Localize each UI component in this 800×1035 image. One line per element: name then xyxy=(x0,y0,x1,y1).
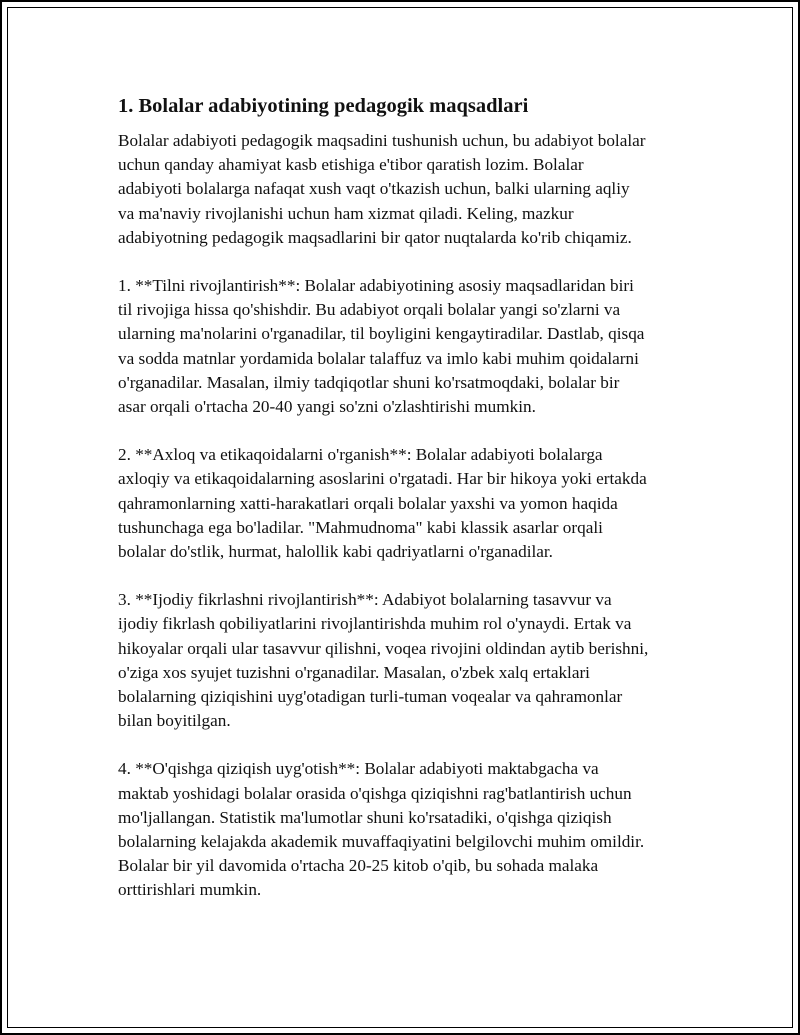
text-line: bilan boyitilgan. xyxy=(118,711,231,731)
text-line: axloqiy va etikaqoidalarning asoslarini o'rgatadi. Har bir hikoya yoki ertakda xyxy=(118,469,647,489)
text-line: qahramonlarning xatti-harakatlari orqali bolalar yaxshi va yomon haqida xyxy=(118,493,618,513)
text-line: til rivojiga hissa qo'shishdir. Bu adabiyot orqali bolalar yangi so'zlarni va xyxy=(118,300,621,320)
text-line: bolalar do'stlik, hurmat, halollik kabi qadriyatlarni o'rganadilar. xyxy=(118,542,553,562)
text-line: ularning ma'nolarini o'rganadilar, til boyligini kengaytiradilar. Dastlab, qisqa xyxy=(118,324,645,344)
text-line: va ma'naviy rivojlanishi uchun ham xizmat qiladi. Keling, mazkur xyxy=(118,203,574,223)
numbered-paragraph xyxy=(118,588,698,733)
intro-paragraph xyxy=(118,129,698,250)
text-line: hikoyalar orqali ular tasavvur qilishni, voqea rivojini oldindan aytib berishni, xyxy=(118,638,649,658)
text-line: 4. **O'qishga qiziqish uyg'otish**: Bolalar adabiyoti maktabgacha va xyxy=(118,759,599,779)
text-line: o'rganadilar. Masalan, ilmiy tadqiqotlar shuni ko'rsatmoqdaki, bolalar bir xyxy=(118,372,620,392)
document-body xyxy=(118,93,698,927)
text-line: 1. **Tilni rivojlantirish**: Bolalar adabiyotining asosiy maqsadlaridan biri xyxy=(118,276,634,296)
text-line: Bolalar adabiyoti pedagogik maqsadini tushunish uchun, bu adabiyot bolalar xyxy=(118,131,646,150)
text-line: adabiyotning pedagogik maqsadlarini bir qator nuqtalarda ko'rib chiqamiz. xyxy=(118,227,632,247)
text-line: ijodiy fikrlash qobiliyatlarini rivojlantirishda muhim rol o'ynaydi. Ertak va xyxy=(118,614,632,634)
section-heading: 1. Bolalar adabiyotining pedagogik maqsadlari xyxy=(118,95,529,117)
text-line: adabiyoti bolalarga nafaqat xush vaqt o'tkazish uchun, balki ularning aqliy xyxy=(118,179,630,199)
text-line: 2. **Axloq va etikaqoidalarni o'rganish**: Bolalar adabiyoti bolalarga xyxy=(118,445,603,465)
text-line: tushunchaga ega bo'ladilar. "Mahmudnoma" kabi klassik asarlar orqali xyxy=(118,517,603,537)
numbered-paragraph xyxy=(118,274,698,419)
text-line: orttirishlari mumkin. xyxy=(118,880,262,900)
text-line: uchun qanday ahamiyat kasb etishiga e'tibor qaratish lozim. Bolalar xyxy=(118,155,584,175)
text-line: o'ziga xos syujet tuzishni o'rganadilar. Masalan, o'zbek xalq ertaklari xyxy=(118,662,590,682)
text-line: maktab yoshidagi bolalar orasida o'qishga qiziqishni rag'batlantirish uchun xyxy=(118,783,632,803)
text-line: mo'ljallangan. Statistik ma'lumotlar shuni ko'rsatadiki, o'qishga qiziqish xyxy=(118,807,612,827)
numbered-paragraph xyxy=(118,443,698,564)
text-line: 3. **Ijodiy fikrlashni rivojlantirish**: Adabiyot bolalarning tasavvur va xyxy=(118,590,612,610)
paragraph-list xyxy=(118,129,698,903)
text-line: va sodda matnlar yordamida bolalar talaffuz va imlo kabi muhim qoidalarni xyxy=(118,348,639,368)
text-line: bolalarning qiziqishini uyg'otadigan turli-tuman voqealar va qahramonlar xyxy=(118,687,623,707)
text-line: Bolalar bir yil davomida o'rtacha 20-25 kitob o'qib, bu sohada malaka xyxy=(118,856,599,876)
text-line: asar orqali o'rtacha 20-40 yangi so'zni o'zlashtirishi mumkin. xyxy=(118,397,536,417)
numbered-paragraph xyxy=(118,757,698,902)
text-line: bolalarning kelajakda akademik muvaffaqiyatini belgilovchi muhim omildir. xyxy=(118,832,645,852)
